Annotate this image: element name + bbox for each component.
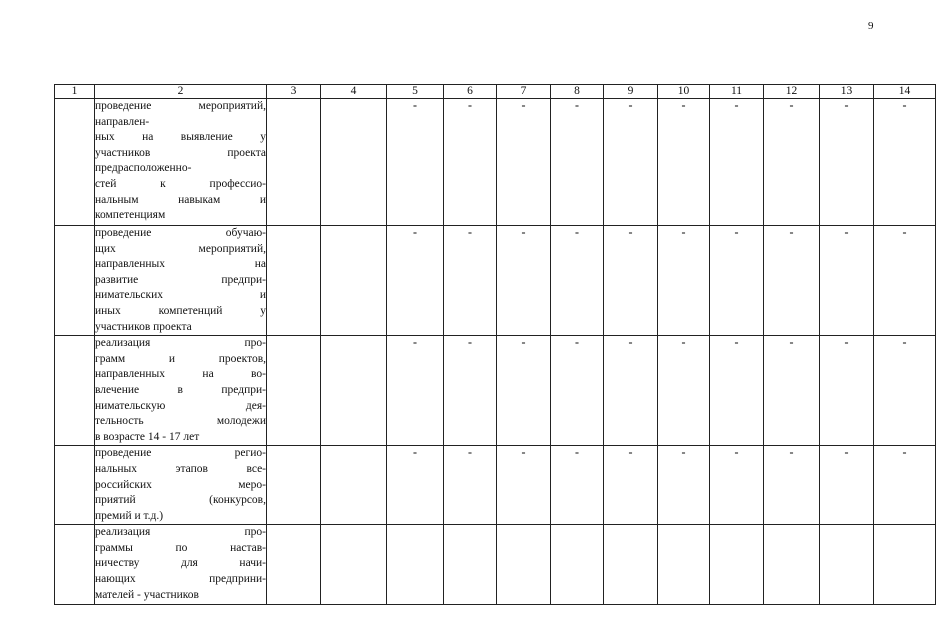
description-line: щих мероприятий, [95, 242, 266, 255]
dash-value-cell: - [764, 446, 820, 525]
dash-value-cell [658, 525, 710, 605]
value-cell [267, 99, 321, 226]
dash-value-cell: - [387, 99, 444, 226]
activity-description-cell [95, 226, 267, 336]
dash-value-cell: - [710, 446, 764, 525]
description-line: иных компетенций у [95, 304, 266, 317]
dash-value-cell: - [497, 99, 551, 226]
description-line: направленных на [95, 258, 266, 271]
dash-value-cell: - [604, 336, 658, 446]
dash-value-cell: - [874, 226, 936, 336]
dash-value-cell [820, 525, 874, 605]
column-header: 4 [321, 85, 387, 99]
dash-value-cell: - [444, 226, 497, 336]
description-line: участников проекта [95, 146, 266, 159]
description-line: нающих предприни- [95, 573, 266, 586]
dash-value-cell: - [497, 226, 551, 336]
dash-value-cell: - [444, 99, 497, 226]
header-row [55, 85, 936, 99]
dash-value-cell: - [604, 99, 658, 226]
value-cell [267, 336, 321, 446]
value-cell [321, 336, 387, 446]
value-cell [321, 226, 387, 336]
dash-value-cell: - [820, 99, 874, 226]
dash-value-cell: - [444, 446, 497, 525]
row-number-cell [55, 336, 95, 446]
value-cell [267, 525, 321, 605]
description-line: граммы по настав- [95, 541, 266, 554]
row-number-cell [55, 446, 95, 525]
description-line: реализация про- [95, 337, 266, 350]
description-line: нальным навыкам и [95, 193, 266, 206]
description-line: приятий (конкурсов, [95, 494, 266, 507]
table-row [55, 99, 936, 226]
column-header: 14 [874, 85, 936, 99]
column-header: 5 [387, 85, 444, 99]
column-header: 2 [95, 85, 267, 99]
description-line: нальных этапов все- [95, 462, 266, 475]
dash-value-cell: - [387, 446, 444, 525]
column-header: 7 [497, 85, 551, 99]
column-header: 9 [604, 85, 658, 99]
description-line: направлен- [95, 115, 150, 128]
dash-value-cell: - [551, 336, 604, 446]
dash-value-cell: - [710, 336, 764, 446]
dash-value-cell [764, 525, 820, 605]
dash-value-cell: - [820, 446, 874, 525]
value-cell [321, 525, 387, 605]
column-header: 11 [710, 85, 764, 99]
dash-value-cell: - [658, 446, 710, 525]
dash-value-cell: - [710, 99, 764, 226]
column-header: 3 [267, 85, 321, 99]
description-line: нимательских и [95, 289, 266, 302]
table-row [55, 226, 936, 336]
dash-value-cell: - [820, 336, 874, 446]
row-number-cell [55, 525, 95, 605]
dash-value-cell [444, 525, 497, 605]
description-line: предрасположенно- [95, 162, 192, 175]
table-row [55, 446, 936, 525]
value-cell [321, 446, 387, 525]
value-cell [321, 99, 387, 226]
row-number-cell [55, 226, 95, 336]
description-line: направленных на во- [95, 368, 266, 381]
description-line: ничеству для начи- [95, 557, 266, 570]
dash-value-cell: - [387, 336, 444, 446]
dash-value-cell: - [444, 336, 497, 446]
dash-value-cell: - [604, 226, 658, 336]
dash-value-cell: - [764, 99, 820, 226]
dash-value-cell [874, 525, 936, 605]
dash-value-cell: - [658, 99, 710, 226]
description-line: участников проекта [95, 320, 192, 333]
description-line: нимательскую дея- [95, 399, 266, 412]
dash-value-cell: - [551, 226, 604, 336]
description-line: в возрасте 14 - 17 лет [95, 430, 200, 443]
dash-value-cell [551, 525, 604, 605]
description-line: компетенциям [95, 209, 166, 222]
dash-value-cell: - [874, 99, 936, 226]
column-header: 13 [820, 85, 874, 99]
row-number-cell [55, 99, 95, 226]
column-header: 6 [444, 85, 497, 99]
dash-value-cell [497, 525, 551, 605]
dash-value-cell [604, 525, 658, 605]
dash-value-cell: - [764, 226, 820, 336]
value-cell [267, 226, 321, 336]
value-cell [267, 446, 321, 525]
dash-value-cell [710, 525, 764, 605]
table-row [55, 525, 936, 605]
dash-value-cell: - [551, 446, 604, 525]
activity-description-cell [95, 99, 267, 226]
activity-description-cell [95, 525, 267, 605]
dash-value-cell: - [387, 226, 444, 336]
column-header: 12 [764, 85, 820, 99]
column-header: 10 [658, 85, 710, 99]
description-line: российских меро- [95, 478, 266, 491]
dash-value-cell: - [497, 336, 551, 446]
dash-value-cell: - [820, 226, 874, 336]
activity-description-cell [95, 336, 267, 446]
description-line: стей к профессио- [95, 177, 266, 190]
description-line: проведение регио- [95, 447, 266, 460]
table-row [55, 336, 936, 446]
dash-value-cell: - [764, 336, 820, 446]
description-line: грамм и проектов, [95, 352, 266, 365]
dash-value-cell: - [658, 226, 710, 336]
description-line: реализация про- [95, 526, 266, 539]
dash-value-cell: - [604, 446, 658, 525]
column-header: 8 [551, 85, 604, 99]
description-line: проведение мероприятий, [95, 100, 266, 112]
description-line: мателей - участников [95, 588, 199, 601]
description-line: влечение в предпри- [95, 383, 266, 396]
description-line: ных на выявление у [95, 131, 266, 144]
data-table [54, 84, 936, 605]
dash-value-cell [387, 525, 444, 605]
column-header: 1 [55, 85, 95, 99]
description-line: проведение обучаю- [95, 227, 266, 239]
dash-value-cell: - [497, 446, 551, 525]
activity-description-cell [95, 446, 267, 525]
page-number: 9 [868, 20, 874, 32]
dash-value-cell: - [658, 336, 710, 446]
description-line: тельность молодежи [95, 415, 266, 428]
description-line: премий и т.д.) [95, 509, 164, 522]
description-line: развитие предпри- [95, 273, 266, 286]
dash-value-cell: - [874, 336, 936, 446]
dash-value-cell: - [551, 99, 604, 226]
dash-value-cell: - [874, 446, 936, 525]
dash-value-cell: - [710, 226, 764, 336]
